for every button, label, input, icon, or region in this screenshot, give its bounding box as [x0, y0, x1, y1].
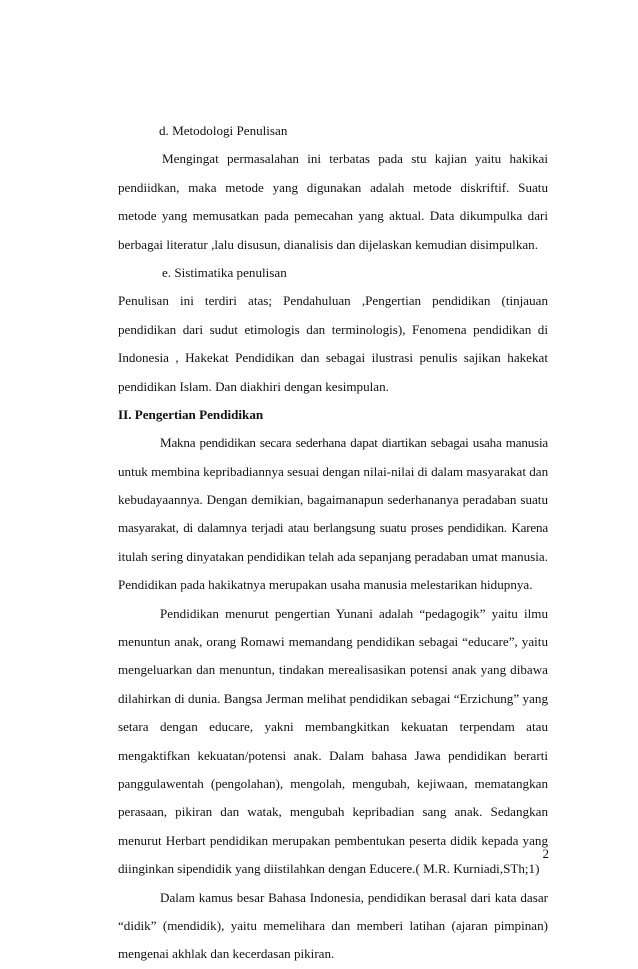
paragraph-line: menuntun anak, orang Romawi memandang pendidikan sebagai “educare”, yaitu [118, 634, 548, 650]
paragraph-line: diinginkan sipendidik yang diistilahkan dengan Educere.( M.R. Kurniadi,STh;1) [118, 861, 540, 877]
paragraph-line: panggulawentah (pengolahan), mengolah, mengubah, kejiwaan, mematangkan [118, 775, 548, 791]
paragraph-line: “didik” (mendidik), yaitu memelihara dan memberi latihan (ajaran pimpinan) [118, 917, 548, 933]
paragraph-line: Penulisan ini terdiri atas; Pendahuluan ,Pengertian pendidikan (tinjauan [118, 293, 548, 309]
page-content [118, 117, 548, 969]
paragraph-line: Makna pendidikan secara sederhana dapat diartikan sebagai usaha manusia [160, 435, 548, 451]
paragraph-line: untuk membina kepribadiannya sesuai dengan nilai-nilai di dalam masyarakat dan [118, 463, 549, 479]
paragraph-line: mengenai akhlak dan kecerdasan pikiran. [118, 946, 335, 962]
paragraph-line: metode yang memusatkan pada pemecahan yang aktual. Data dikumpulka dari [118, 208, 548, 224]
paragraph-sistimatika [118, 287, 548, 401]
paragraph-line: masyarakat, di dalamnya terjadi atau berlangsung suatu proses pendidikan. Karena [118, 520, 548, 536]
paragraph-makna-pendidikan [118, 429, 548, 599]
paragraph-line: mengeluarkan dan menuntun, tindakan merealisasikan potensi anak yang dibawa [118, 662, 548, 678]
paragraph-line: Pendidikan pada hakikatnya merupakan usaha manusia melestarikan hidupnya. [118, 577, 533, 593]
paragraph-line: Mengingat permasalahan ini terbatas pada stu kajian yaitu hakikai [162, 151, 548, 167]
paragraph-line: berbagai literatur ,lalu disusun, dianalisis dan dijelaskan kemudian disimpulkan. [118, 236, 538, 252]
paragraph-line: menurut Herbart pendidikan merupakan pembentukan peserta didik kepada yang [118, 832, 548, 848]
heading-pengertian-pendidikan: II. Pengertian Pendidikan [118, 406, 264, 422]
subheading-metodologi: d. Metodologi Penulisan [159, 123, 288, 138]
paragraph-pengertian-yunani [118, 600, 548, 884]
paragraph-line: kebudayaannya. Dengan demikian, bagaimanapun sederhananya peradaban suatu [118, 492, 548, 508]
paragraph-line: pendidikan dari sudut etimologis dan terminologis), Fenomena pendidikan di [118, 321, 548, 337]
paragraph-line: dilahirkan di dunia. Bangsa Jerman melihat pendidikan sebagai “Erzichung” yang [118, 690, 548, 706]
paragraph-kamus-besar [118, 884, 548, 969]
page-number: 2 [542, 846, 549, 861]
paragraph-line: pendidikan Islam. Dan diakhiri dengan kesimpulan. [118, 378, 389, 394]
paragraph-line: Pendidikan menurut pengertian Yunani adalah “pedagogik” yaitu ilmu [160, 605, 548, 621]
subheading-sistimatika: e. Sistimatika penulisan [162, 264, 287, 280]
paragraph-line: setara dengan educare, yakni membangkitkan kekuatan terpendam atau [118, 719, 548, 735]
paragraph-metodologi [118, 145, 548, 259]
paragraph-line: Indonesia , Hakekat Pendidikan dan sebagai ilustrasi penulis sajikan hakekat [118, 350, 548, 366]
paragraph-line: perasaan, pikiran dan watak, mengubah kepribadian sang anak. Sedangkan [118, 804, 548, 820]
paragraph-line: pendiidkan, maka metode yang digunakan adalah metode diskriftif. Suatu [118, 179, 548, 195]
paragraph-line: itulah sering dinyatakan pendidikan telah ada sepanjang peradaban umat manusia. [118, 548, 548, 564]
paragraph-line: mengaktifkan kekuatan/potensi anak. Dalam bahasa Jawa pendidikan berarti [118, 747, 548, 763]
paragraph-line: Dalam kamus besar Bahasa Indonesia, pendidikan berasal dari kata dasar [160, 889, 548, 905]
